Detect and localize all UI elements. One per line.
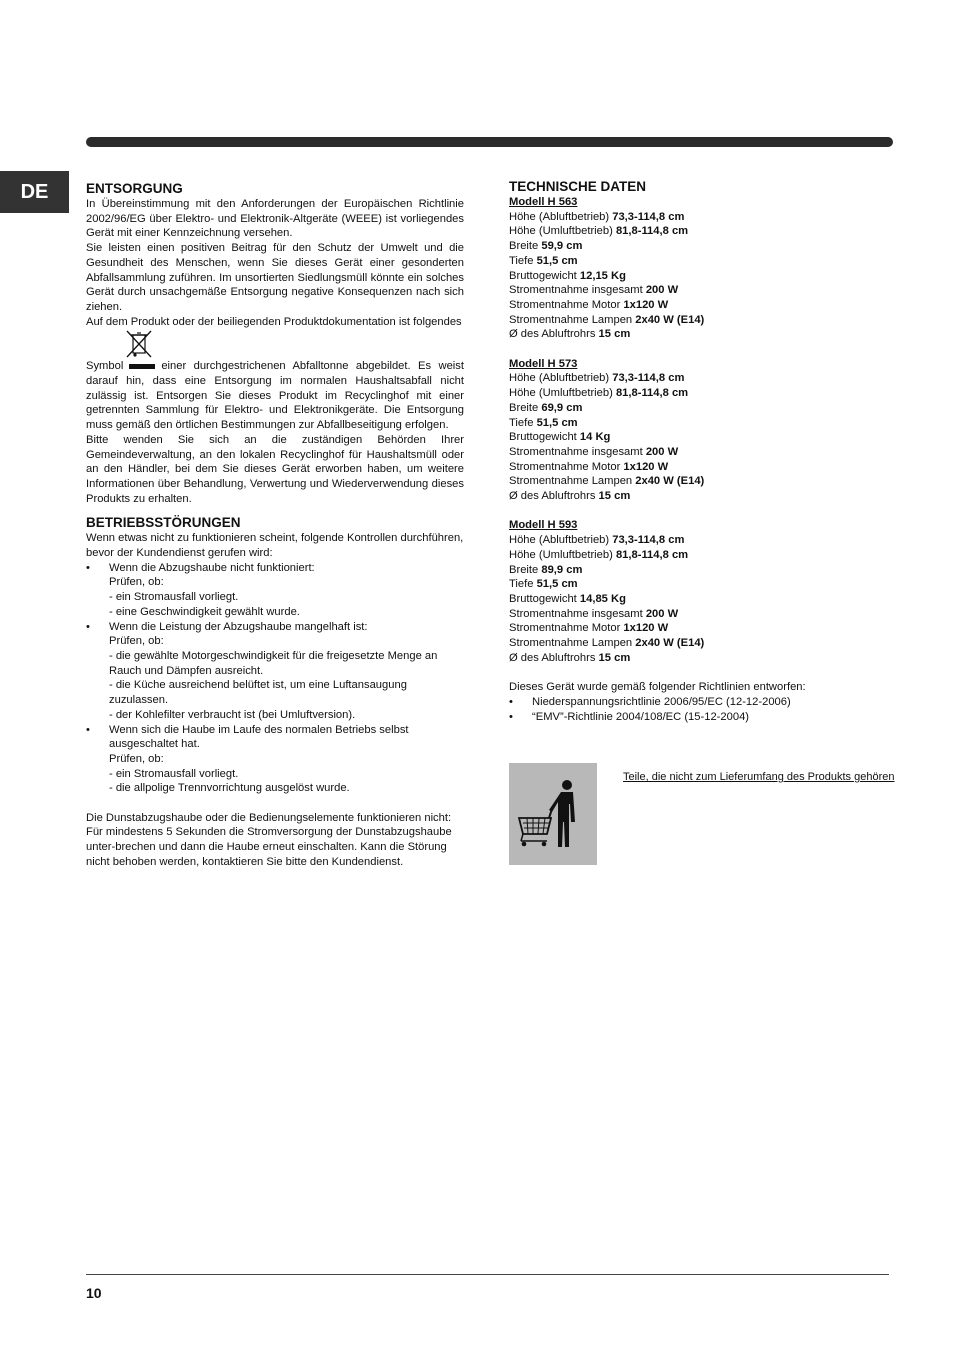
weee-underbar	[129, 364, 155, 369]
spec-label: Tiefe	[509, 578, 534, 591]
spec-label: Tiefe	[509, 416, 534, 429]
spec-value: 81,8-114,8 cm	[615, 548, 689, 561]
spec-row	[509, 563, 889, 578]
spec-row	[509, 210, 889, 225]
spec-label: Höhe (Abluftbetrieb)	[509, 210, 610, 223]
spec-label: Tiefe	[509, 254, 534, 267]
entsorgung-paragraph-1: In Übereinstimmung mit den Anforderungen der Europäischen Richtlinie 2002/96/EG über Elektro- und Elektronik-Altgeräte (WEEE) ist vorliegendes Gerät mit einer Kennzeichnung versehen.	[86, 198, 464, 240]
crossed-out-wheelie-bin-icon	[124, 329, 154, 359]
spec-value: 15 cm	[598, 328, 631, 341]
spec-value: 1x120 W	[623, 298, 669, 311]
spec-label: Ø des Abluftrohrs	[509, 490, 596, 503]
spec-value: 73,3-114,8 cm	[612, 534, 685, 547]
entsorgung-paragraph-4: Bitte wenden Sie sich an die zuständigen Behörden Ihrer Gemeindeverwaltung, an den lokalen Recyclinghof für Haushaltsmüll oder an den Händler, bei dem Sie dieses Gerät erworben haben, um weitere Informationen über Behandlung, Verwertung und Wiederverwendung dieses Produkts zu erhalten.	[86, 433, 464, 505]
model-title: Modell H 573	[509, 357, 578, 370]
spec-row	[509, 577, 889, 592]
model-spec-list	[509, 195, 889, 665]
directives-intro: Dieses Gerät wurde gemäß folgender Richtlinien entworfen:	[509, 681, 806, 694]
spec-value: 51,5 cm	[536, 416, 578, 429]
spec-value: 200 W	[645, 284, 679, 297]
spec-value: 73,3-114,8 cm	[612, 372, 685, 385]
spec-label: Stromentnahme Lampen	[509, 637, 633, 650]
spec-label: Stromentnahme insgesamt	[509, 445, 643, 458]
spec-row	[509, 592, 889, 607]
spec-row	[509, 489, 889, 504]
betrieb-item-2-b: - die Küche ausreichend belüftet ist, um eine Luftansaugung zuzulassen.	[109, 679, 407, 707]
model-title: Modell H 563	[509, 196, 578, 208]
spec-value: 89,9 cm	[541, 563, 583, 576]
betrieb-item-2-a: - die gewählte Motorgeschwindigkeit für die freigesetzte Menge an Rauch und Dämpfen ausreicht.	[109, 649, 438, 677]
right-column	[509, 178, 889, 724]
betrieb-item-1: • Wenn die Abzugshaube nicht funktioniert:	[86, 561, 464, 576]
spec-value: 73,3-114,8 cm	[612, 210, 685, 223]
entsorgung-paragraph-3b	[86, 359, 464, 433]
spec-label: Stromentnahme insgesamt	[509, 607, 643, 620]
spec-row	[509, 224, 889, 239]
spec-label: Stromentnahme Lampen	[509, 475, 633, 488]
model-spacer	[509, 342, 889, 357]
spec-value: 1x120 W	[623, 460, 669, 473]
spec-row	[509, 474, 889, 489]
language-tab: DE	[0, 171, 69, 213]
spec-row	[509, 430, 889, 445]
spec-label: Höhe (Abluftbetrieb)	[509, 534, 610, 547]
spec-label: Bruttogewicht	[509, 269, 577, 282]
spec-value: 69,9 cm	[541, 401, 583, 414]
header-bar	[86, 137, 893, 147]
betrieb-item-3-check: Prüfen, ob:	[109, 752, 164, 765]
person-with-shopping-cart-icon	[509, 763, 597, 865]
betrieb-final-note: Die Dunstabzugshaube oder die Bedienungselemente funktionieren nicht: Für mindestens 5 Sekunden die Stromversorgung der Dunstabzugshaube unter-brechen und dann die Haube erneut einschalten. Kann die Störung nicht behoben werden, kontaktieren Sie bitte den Kundendienst.	[86, 811, 452, 868]
symbol-word: Symbol	[86, 360, 124, 373]
spec-row	[509, 254, 889, 269]
entsorgung-heading: ENTSORGUNG	[86, 181, 183, 196]
spec-label: Stromentnahme Motor	[509, 298, 621, 311]
betrieb-item-2-check: Prüfen, ob:	[109, 635, 164, 648]
model-spacer	[509, 504, 889, 519]
spec-row	[509, 636, 889, 651]
spec-value: 51,5 cm	[536, 254, 578, 267]
betrieb-item-3-b: - die allpolige Trennvorrichtung ausgelöst wurde.	[109, 782, 350, 795]
spec-value: 15 cm	[598, 490, 631, 503]
spec-label: Bruttogewicht	[509, 592, 577, 605]
left-column	[86, 180, 464, 870]
spec-value: 81,8-114,8 cm	[615, 387, 689, 400]
betrieb-item-1-check: Prüfen, ob:	[109, 576, 164, 589]
shopping-illustration	[509, 763, 597, 865]
directive-1: • Niederspannungsrichtlinie 2006/95/EC (12-12-2006)	[509, 695, 889, 710]
spec-value: 81,8-114,8 cm	[615, 225, 689, 238]
spec-row	[509, 445, 889, 460]
spec-label: Höhe (Umluftbetrieb)	[509, 548, 613, 561]
spec-value: 200 W	[645, 445, 679, 458]
betrieb-item-3-a: - ein Stromausfall vorliegt.	[109, 767, 239, 780]
spec-label: Ø des Abluftrohrs	[509, 651, 596, 664]
spec-label: Bruttogewicht	[509, 431, 577, 444]
spec-row	[509, 283, 889, 298]
directive-2: • “EMV”-Richtlinie 2004/108/EC (15-12-2004)	[509, 710, 889, 725]
betriebsstoerungen-heading: BETRIEBSSTÖRUNGEN	[86, 515, 241, 531]
spec-value: 12,15 Kg	[579, 269, 626, 282]
weee-symbol-row	[86, 329, 464, 359]
entsorgung-paragraph-2: Sie leisten einen positiven Beitrag für den Schutz der Umwelt und die Gesundheit des Menschen, wenn Sie dieses Gerät einer gesonderten Abfallsammlung zuführen. Im unsortierten Siedlungsmüll könnte ein solches Gerät durch unsachgemäße Entsorgung negative Konsequenzen nach sich ziehen.	[86, 242, 464, 313]
spec-value: 59,9 cm	[541, 240, 583, 253]
spec-row	[509, 651, 889, 666]
spec-label: Stromentnahme Motor	[509, 622, 621, 635]
spec-row	[509, 298, 889, 313]
spec-label: Ø des Abluftrohrs	[509, 328, 596, 341]
spec-row	[509, 371, 889, 386]
betrieb-item-1-b: - eine Geschwindigkeit gewählt wurde.	[109, 605, 300, 618]
spec-row	[509, 621, 889, 636]
spec-row	[509, 401, 889, 416]
spec-label: Breite	[509, 240, 539, 253]
spec-row	[509, 327, 889, 342]
spec-label: Höhe (Abluftbetrieb)	[509, 372, 610, 385]
parts-caption: Teile, die nicht zum Lieferumfang des Produkts gehören	[623, 771, 895, 783]
technische-daten-heading: TECHNISCHE DATEN	[509, 179, 647, 194]
betrieb-intro: Wenn etwas nicht zu funktionieren scheint, folgende Kontrollen durchführen, bevor der Kundendienst gerufen wird:	[86, 532, 464, 560]
spec-row	[509, 386, 889, 401]
betrieb-item-2-c: - der Kohlefilter verbraucht ist (bei Umluftversion).	[109, 708, 356, 721]
symbol-description: einer durchgestrichenen Abfalltonne abgebildet. Es weist darauf hin, dass eine Entsorgung im normalen Haushaltsabfall nicht zulässig ist. Entsorgen Sie dieses Produkt im Recyclinghof mit einer getrennten Sammlung für Elektro- und Elektronikgeräte. Die Entsorgung muss gemäß den örtlichen Bestimmungen zur Abfallbeseitigung erfolgen.	[86, 360, 464, 432]
spec-label: Breite	[509, 401, 539, 414]
spec-label: Stromentnahme Motor	[509, 460, 621, 473]
spec-row	[509, 313, 889, 328]
spec-row	[509, 239, 889, 254]
spec-row	[509, 416, 889, 431]
spec-value: 15 cm	[598, 651, 631, 664]
spec-value: 2x40 W (E14)	[635, 475, 705, 488]
spec-value: 1x120 W	[623, 622, 669, 635]
spec-label: Breite	[509, 563, 539, 576]
spec-value: 51,5 cm	[536, 578, 578, 591]
betrieb-item-1-a: - ein Stromausfall vorliegt.	[109, 591, 239, 604]
footer-rule	[86, 1274, 889, 1275]
spec-value: 200 W	[645, 607, 679, 620]
betrieb-item-3: • Wenn sich die Haube im Laufe des normalen Betriebs selbst ausgeschaltet hat.	[86, 723, 464, 752]
model-title: Modell H 593	[509, 519, 578, 532]
spec-label: Stromentnahme insgesamt	[509, 284, 643, 297]
spec-value: 14 Kg	[579, 431, 611, 444]
spec-value: 2x40 W (E14)	[635, 313, 705, 326]
betrieb-item-2: • Wenn die Leistung der Abzugshaube mangelhaft ist:	[86, 620, 464, 635]
spec-value: 2x40 W (E14)	[635, 637, 705, 650]
spec-label: Stromentnahme Lampen	[509, 313, 633, 326]
spec-row	[509, 548, 889, 563]
spec-row	[509, 607, 889, 622]
spec-row	[509, 269, 889, 284]
entsorgung-paragraph-3: Auf dem Produkt oder der beiliegenden Produktdokumentation ist folgendes	[86, 315, 462, 328]
spec-row	[509, 460, 889, 475]
spec-row	[509, 533, 889, 548]
spec-value: 14,85 Kg	[579, 592, 626, 605]
spec-label: Höhe (Umluftbetrieb)	[509, 225, 613, 238]
spec-label: Höhe (Umluftbetrieb)	[509, 387, 613, 400]
page-number: 10	[86, 1285, 102, 1301]
